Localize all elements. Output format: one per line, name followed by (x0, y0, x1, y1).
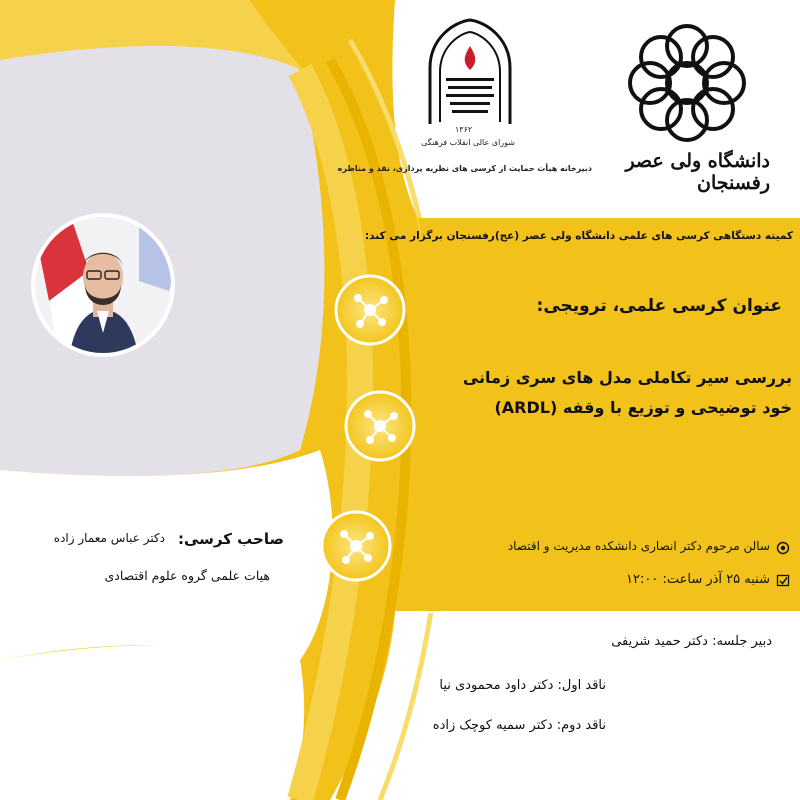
title-label: عنوان کرسی علمی، ترویجی: (536, 296, 782, 316)
university-name: دانشگاه ولی عصر رفسنجان (625, 150, 770, 194)
network-icon (330, 270, 410, 350)
presenter-name: دکتر عباس معمار زاده (53, 531, 165, 545)
network-icon (316, 506, 396, 586)
critic-1-label: ناقد اول: (557, 678, 606, 693)
council-logo-icon (424, 18, 516, 128)
location-pin-icon (776, 540, 790, 554)
presenter-photo (29, 211, 177, 359)
critic-1 (360, 678, 606, 693)
intro-line: کمیته دستگاهی کرسی های علمی دانشگاه ولی عصر (عج)رفسنجان برگزار می کند: (364, 230, 793, 242)
network-icon (340, 386, 420, 466)
calendar-icon (776, 572, 790, 586)
title-line-2: خود توضیحی و توزیع با وقفه (ARDL) (494, 398, 792, 417)
critic-2 (360, 718, 606, 733)
datetime-text: شنبه ۲۵ آذر ساعت: ۱۲:۰۰ (626, 572, 770, 587)
university-logo-icon (612, 8, 762, 158)
secretariat-text: دبیرخانه هیأت حمایت از کرسی های نظریه پردازی، نقد و مناظره (337, 164, 592, 173)
title-line-1: بررسی سیر تکاملی مدل های سری زمانی (462, 368, 792, 387)
venue-text: سالن مرحوم دکتر انصاری دانشکده مدیریت و اقتصاد (507, 539, 770, 553)
presenter-affiliation: هیات علمی گروه علوم اقتصادی (104, 568, 270, 583)
critic-1-name: دکتر داود محمودی نیا (439, 678, 554, 693)
council-name: شورای عالی انقلاب فرهنگی (421, 138, 515, 147)
session-secretary: دبیر جلسه: دکتر حمید شریفی (611, 634, 772, 649)
critic-2-name: دکتر سمیه کوچک زاده (432, 718, 553, 733)
council-year: ۱۳۶۲ (455, 125, 473, 134)
presenter-label: صاحب کرسی: (177, 530, 284, 548)
critic-2-label: ناقد دوم: (556, 718, 606, 733)
